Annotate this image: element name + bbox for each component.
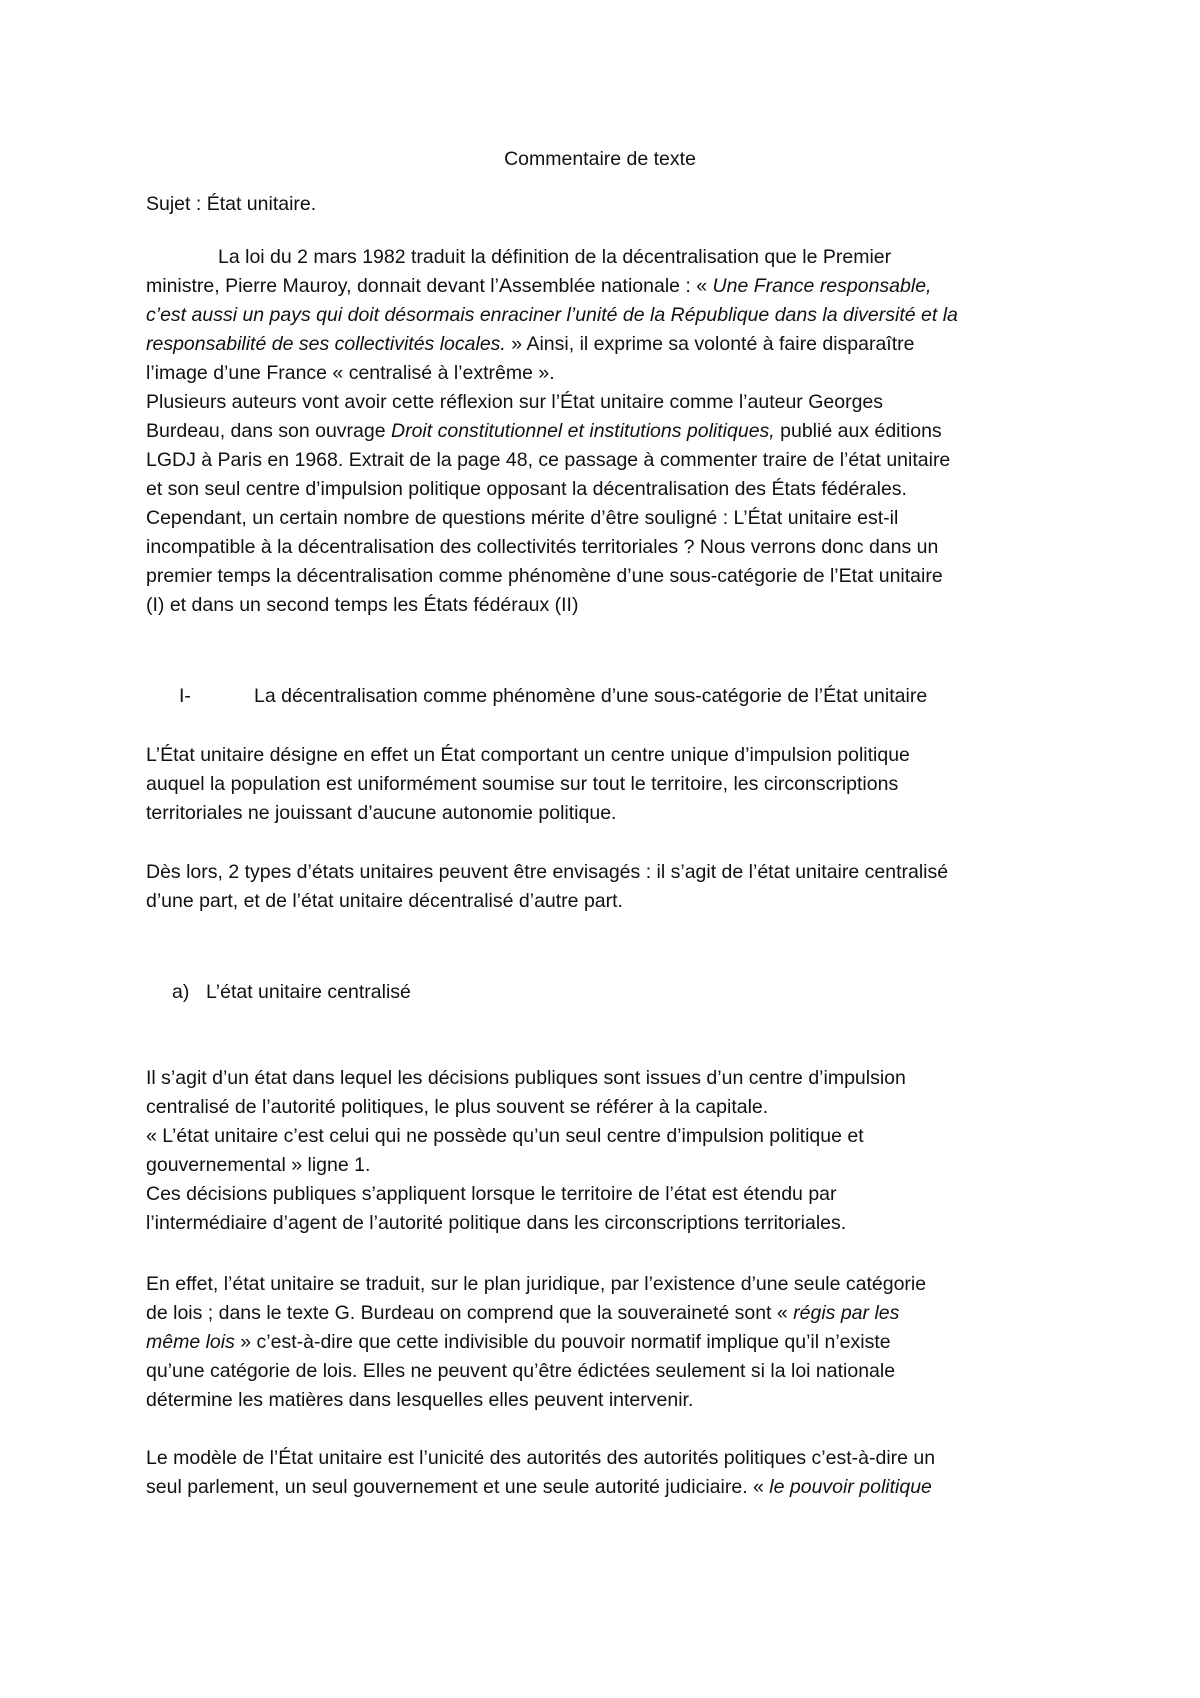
text-line: La loi du 2 mars 1982 traduit la définition de la décentralisation que le Premier bbox=[218, 246, 892, 268]
subject-text: Sujet : État unitaire. bbox=[146, 193, 317, 215]
paragraph-centralise bbox=[146, 1064, 1086, 1238]
section-1-heading: La décentralisation comme phénomène d’une sous-catégorie de l’État unitaire bbox=[254, 685, 928, 707]
text-span: publié aux éditions bbox=[774, 420, 942, 442]
text-line: détermine les matières dans lesquelles elles peuvent intervenir. bbox=[146, 1389, 694, 1411]
text-line bbox=[146, 1328, 1086, 1357]
text-line: Dès lors, 2 types d’états unitaires peuvent être envisagés : il s’agit de l’état unitaire centralisé bbox=[146, 861, 949, 883]
text-line: territoriales ne jouissant d’aucune autonomie politique. bbox=[146, 802, 617, 824]
text-line: Cependant, un certain nombre de questions mérite d’être souligné : L’État unitaire est-il bbox=[146, 507, 899, 529]
subsection-a-label: a) bbox=[172, 981, 190, 1003]
intro-paragraph bbox=[146, 243, 1086, 620]
text-line: centralisé de l’autorité politiques, le plus souvent se référer à la capitale. bbox=[146, 1096, 769, 1118]
text-span: » Ainsi, il exprime sa volonté à faire disparaître bbox=[505, 333, 915, 355]
paragraph-types bbox=[146, 858, 1086, 916]
text-line bbox=[146, 330, 1086, 359]
text-line: Plusieurs auteurs vont avoir cette réflexion sur l’État unitaire comme l’auteur Georges bbox=[146, 391, 884, 413]
text-line: l’image d’une France « centralisé à l’extrême ». bbox=[146, 362, 555, 384]
text-span: seul parlement, un seul gouvernement et une seule autorité judiciaire. « bbox=[146, 1476, 770, 1498]
text-line bbox=[146, 1299, 1086, 1328]
paragraph-etat-unitaire bbox=[146, 741, 1086, 828]
text-span: ministre, Pierre Mauroy, donnait devant l’Assemblée nationale : « bbox=[146, 275, 713, 297]
quote-span: le pouvoir politique bbox=[769, 1476, 932, 1498]
text-line bbox=[146, 1473, 1086, 1502]
quote-span: régis par les bbox=[793, 1302, 900, 1324]
text-line: L’État unitaire désigne en effet un État comportant un centre unique d’impulsion politique bbox=[146, 744, 910, 766]
text-line: LGDJ à Paris en 1968. Extrait de la page 48, ce passage à commenter traire de l’état unitaire bbox=[146, 449, 951, 471]
text-line bbox=[146, 417, 1086, 446]
section-1-number: I- bbox=[179, 685, 191, 707]
text-line: qu’une catégorie de lois. Elles ne peuvent qu’être édictées seulement si la loi nationale bbox=[146, 1360, 896, 1382]
paragraph-juridique bbox=[146, 1270, 1086, 1415]
text-line: Il s’agit d’un état dans lequel les décisions publiques sont issues d’un centre d’impulsion bbox=[146, 1067, 906, 1089]
text-line bbox=[146, 272, 1086, 301]
text-line: Ces décisions publiques s’appliquent lorsque le territoire de l’état est étendu par bbox=[146, 1183, 837, 1205]
quote-span: c’est aussi un pays qui doit désormais enraciner l’unité de la République dans la diversité et la bbox=[146, 304, 958, 326]
quote-span: même lois bbox=[146, 1331, 235, 1353]
text-line: l’intermédiaire d’agent de l’autorité politique dans les circonscriptions territoriales. bbox=[146, 1212, 847, 1234]
text-span: Burdeau, dans son ouvrage bbox=[146, 420, 392, 442]
text-line bbox=[146, 301, 1086, 330]
text-line: En effet, l’état unitaire se traduit, sur le plan juridique, par l’existence d’une seule catégorie bbox=[146, 1273, 927, 1295]
paragraph-modele bbox=[146, 1444, 1086, 1502]
text-line: gouvernemental » ligne 1. bbox=[146, 1154, 371, 1176]
subsection-a-heading: L’état unitaire centralisé bbox=[206, 981, 411, 1003]
text-line: auquel la population est uniformément soumise sur tout le territoire, les circonscriptions bbox=[146, 773, 899, 795]
text-span: de lois ; dans le texte G. Burdeau on comprend que la souveraineté sont « bbox=[146, 1302, 794, 1324]
text-line: incompatible à la décentralisation des collectivités territoriales ? Nous verrons donc dans un bbox=[146, 536, 939, 558]
text-line: (I) et dans un second temps les États fédéraux (II) bbox=[146, 594, 579, 616]
text-line: « L’état unitaire c’est celui qui ne possède qu’un seul centre d’impulsion politique et bbox=[146, 1125, 864, 1147]
quote-span: Une France responsable, bbox=[712, 275, 932, 297]
subject-line bbox=[146, 190, 1086, 219]
text-line: premier temps la décentralisation comme phénomène d’une sous-catégorie de l’Etat unitaire bbox=[146, 565, 943, 587]
text-line: d’une part, et de l’état unitaire décentralisé d’autre part. bbox=[146, 890, 623, 912]
text-span: » c’est-à-dire que cette indivisible du pouvoir normatif implique qu’il n’existe bbox=[234, 1331, 891, 1353]
text-line: et son seul centre d’impulsion politique opposant la décentralisation des États fédérales. bbox=[146, 478, 907, 500]
book-title: Droit constitutionnel et institutions politiques, bbox=[391, 420, 775, 442]
document-title: Commentaire de texte bbox=[504, 148, 696, 170]
text-line: Le modèle de l’État unitaire est l’unicité des autorités des autorités politiques c’est-à-dire un bbox=[146, 1447, 936, 1469]
quote-span: responsabilité de ses collectivités locales. bbox=[146, 333, 506, 355]
